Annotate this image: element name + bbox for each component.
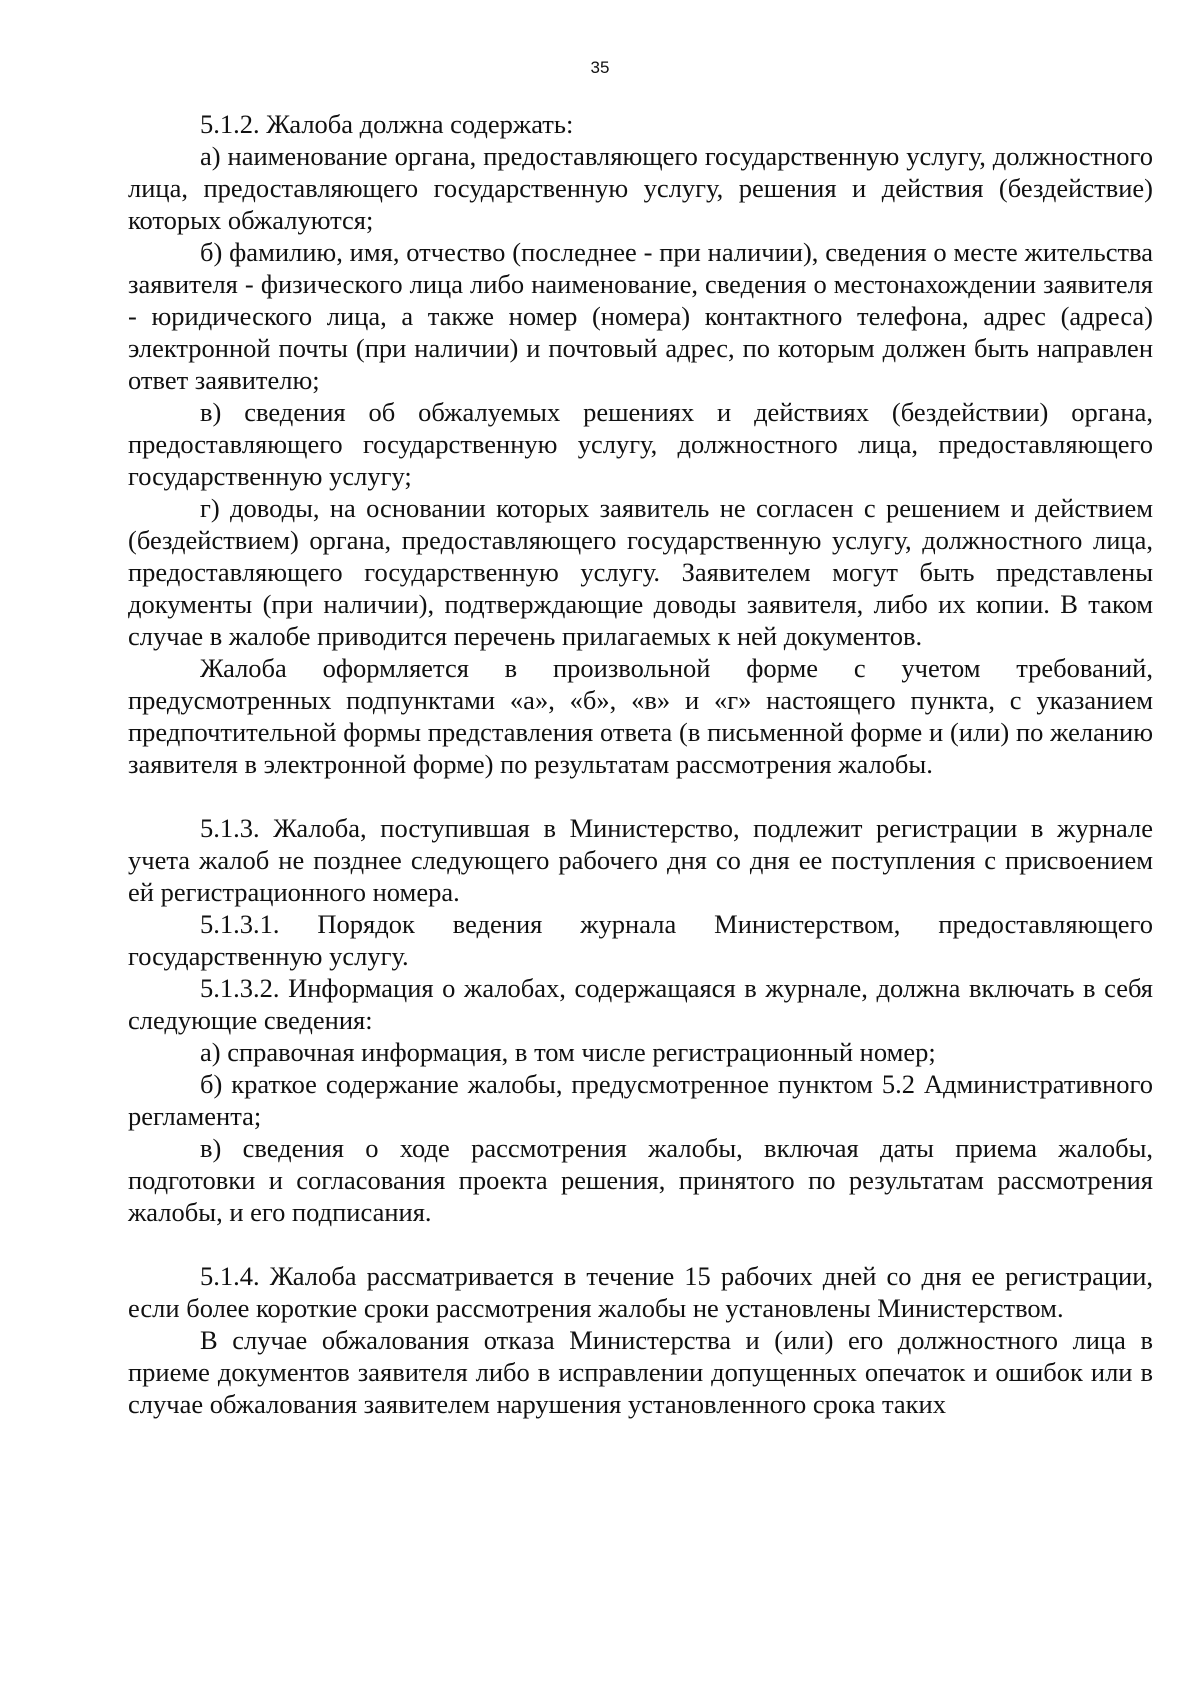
paragraph-journal-item-v: в) сведения о ходе рассмотрения жалобы, включая даты приема жалобы, подготовки и согласования проекта решения, принятого по результатам рассмотрения жалобы, и его подписания. <box>128 1133 1153 1227</box>
paragraph-gap <box>128 780 1153 812</box>
paragraph-5-1-2: 5.1.2. Жалоба должна содержать: <box>200 109 574 139</box>
paragraph-appeal-refusal: В случае обжалования отказа Министерства и (или) его должностного лица в приеме документов заявителя либо в исправлении допущенных опечаток и ошибок или в случае обжалования заявителем нарушения установленного срока таких <box>128 1325 1153 1419</box>
paragraph-5-1-3-1: 5.1.3.1. Порядок ведения журнала Министерством, предоставляющего государственную услугу. <box>128 909 1153 971</box>
paragraph-item-b: б) фамилию, имя, отчество (последнее - при наличии), сведения о месте жительства заявителя - физического лица либо наименование, сведения о местонахождении заявителя - юридического лица, а также номер (номера) контактного телефона, адрес (адреса) электронной почты (при наличии) и почтовый адрес, по которым должен быть направлен ответ заявителю; <box>128 237 1153 395</box>
document-body <box>128 108 1153 1420</box>
paragraph-item-g: г) доводы, на основании которых заявитель не согласен с решением и действием (бездействием) органа, предоставляющего государственную услугу, должностного лица, предоставляющего государственную услугу. Заявителем могут быть представлены документы (при наличии), подтверждающие доводы заявителя, либо их копии. В таком случае в жалобе приводится перечень прилагаемых к ней документов. <box>128 493 1153 651</box>
paragraph-gap <box>128 1228 1153 1260</box>
paragraph-journal-item-b: б) краткое содержание жалобы, предусмотренное пунктом 5.2 Административного регламента; <box>128 1069 1153 1131</box>
paragraph-journal-item-a: а) справочная информация, в том числе регистрационный номер; <box>200 1037 936 1067</box>
paragraph-item-a: а) наименование органа, предоставляющего государственную услугу, должностного лица, предоставляющего государственную услугу, решения и действия (бездействие) которых обжалуются; <box>128 141 1153 235</box>
paragraph-complaint-form: Жалоба оформляется в произвольной форме с учетом требований, предусмотренных подпунктами «а», «б», «в» и «г» настоящего пункта, с указанием предпочтительной формы представления ответа (в письменной форме и (или) по желанию заявителя в электронной форме) по результатам рассмотрения жалобы. <box>128 653 1153 779</box>
page-number: 35 <box>590 58 610 77</box>
paragraph-item-v: в) сведения об обжалуемых решениях и действиях (бездействии) органа, предоставляющего государственную услугу, должностного лица, предоставляющего государственную услугу; <box>128 397 1153 491</box>
paragraph-5-1-3-2: 5.1.3.2. Информация о жалобах, содержащаяся в журнале, должна включать в себя следующие сведения: <box>128 973 1153 1035</box>
paragraph-5-1-4: 5.1.4. Жалоба рассматривается в течение 15 рабочих дней со дня ее регистрации, если более короткие сроки рассмотрения жалобы не установлены Министерством. <box>128 1261 1153 1323</box>
paragraph-5-1-3: 5.1.3. Жалоба, поступившая в Министерство, подлежит регистрации в журнале учета жалоб не позднее следующего рабочего дня со дня ее поступления с присвоением ей регистрационного номера. <box>128 813 1153 907</box>
